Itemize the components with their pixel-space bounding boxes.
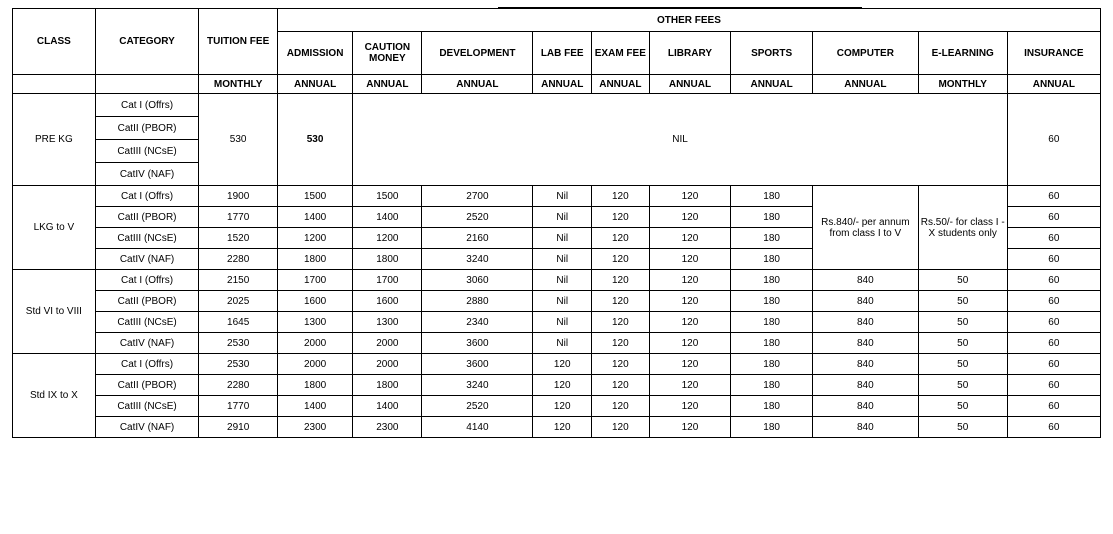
caution-cell: 1700 [353,270,422,291]
category-cell: CatII (PBOR) [95,291,199,312]
exam-cell: 120 [592,312,650,333]
insurance-cell: 60 [1007,417,1100,438]
caution-cell: 2000 [353,333,422,354]
library-cell: 120 [649,291,731,312]
table-row [13,375,1101,396]
caution-cell: 1300 [353,312,422,333]
exam-cell: 120 [592,228,650,249]
header-category: CATEGORY [95,9,199,75]
header-exam: EXAM FEE [592,32,650,75]
header-row-1 [13,9,1101,32]
library-cell: 120 [649,312,731,333]
table-row [13,417,1101,438]
sports-cell: 180 [731,375,813,396]
tuition-cell: 2530 [199,354,278,375]
exam-cell: 120 [592,270,650,291]
tuition-cell: 1770 [199,207,278,228]
sports-cell: 180 [731,249,813,270]
caution-cell: 1800 [353,375,422,396]
period-tuition: MONTHLY [199,75,278,94]
category-cell: CatIII (NCsE) [95,228,199,249]
caution-cell: 1800 [353,249,422,270]
elearning-cell: 50 [918,312,1007,333]
insurance-cell: 60 [1007,375,1100,396]
fee-table [12,8,1101,438]
tuition-cell: 2280 [199,249,278,270]
library-cell: 120 [649,417,731,438]
development-cell: 3060 [422,270,533,291]
category-cell: CatIV (NAF) [95,333,199,354]
tuition-cell: 1520 [199,228,278,249]
tuition-cell: 1770 [199,396,278,417]
lab-cell: Nil [533,291,592,312]
elearning-note-cell: Rs.50/- for class I -X students only [918,186,1007,270]
development-cell: 3600 [422,333,533,354]
elearning-cell: 50 [918,291,1007,312]
header-lab: LAB FEE [533,32,592,75]
sports-cell: 180 [731,417,813,438]
insurance-cell: 60 [1007,249,1100,270]
computer-note-cell: Rs.840/- per annum from class I to V [812,186,918,270]
development-cell: 2520 [422,207,533,228]
exam-cell: 120 [592,417,650,438]
sports-cell: 180 [731,396,813,417]
table-row [13,291,1101,312]
library-cell: 120 [649,333,731,354]
table-row [13,354,1101,375]
insurance-cell: 60 [1007,291,1100,312]
header-elearning: E-LEARNING [918,32,1007,75]
admission-cell: 1300 [277,312,352,333]
category-cell: CatII (PBOR) [95,375,199,396]
sports-cell: 180 [731,228,813,249]
insurance-cell: 60 [1007,270,1100,291]
table-row [13,396,1101,417]
admission-cell: 2000 [277,333,352,354]
header-caution: CAUTION MONEY [353,32,422,75]
period-class [13,75,96,94]
sports-cell: 180 [731,354,813,375]
header-admission: ADMISSION [277,32,352,75]
development-cell: 3240 [422,249,533,270]
header-library: LIBRARY [649,32,731,75]
insurance-cell: 60 [1007,228,1100,249]
exam-cell: 120 [592,249,650,270]
insurance-cell: 60 [1007,186,1100,207]
header-computer: COMPUTER [812,32,918,75]
period-lab: ANNUAL [533,75,592,94]
category-cell: Cat I (Offrs) [95,354,199,375]
period-caution: ANNUAL [353,75,422,94]
elearning-cell: 50 [918,396,1007,417]
admission-cell: 1800 [277,249,352,270]
library-cell: 120 [649,207,731,228]
period-row [13,75,1101,94]
lab-cell: Nil [533,186,592,207]
elearning-cell: 50 [918,270,1007,291]
period-development: ANNUAL [422,75,533,94]
class-cell: LKG to V [13,186,96,270]
admission-cell: 1500 [277,186,352,207]
sports-cell: 180 [731,333,813,354]
computer-cell: 840 [812,375,918,396]
lab-cell: Nil [533,333,592,354]
lab-cell: Nil [533,312,592,333]
lab-cell: Nil [533,249,592,270]
insurance-cell: 60 [1007,354,1100,375]
lab-cell: 120 [533,354,592,375]
class-cell: Std IX to X [13,354,96,438]
sports-cell: 180 [731,270,813,291]
table-row [13,94,1101,117]
computer-cell: 840 [812,333,918,354]
category-cell: Cat I (Offrs) [95,186,199,207]
development-cell: 2520 [422,396,533,417]
library-cell: 120 [649,270,731,291]
development-cell: 2880 [422,291,533,312]
header-sports: SPORTS [731,32,813,75]
elearning-cell: 50 [918,354,1007,375]
sports-cell: 180 [731,207,813,228]
insurance-cell: 60 [1007,396,1100,417]
exam-cell: 120 [592,396,650,417]
exam-cell: 120 [592,291,650,312]
lab-cell: 120 [533,417,592,438]
caution-cell: 1400 [353,207,422,228]
tuition-cell: 2280 [199,375,278,396]
period-sports: ANNUAL [731,75,813,94]
tuition-cell: 1900 [199,186,278,207]
admission-cell: 1600 [277,291,352,312]
elearning-cell: 50 [918,333,1007,354]
category-cell: CatII (PBOR) [95,117,199,140]
period-computer: ANNUAL [812,75,918,94]
computer-cell: 840 [812,417,918,438]
category-cell: CatIV (NAF) [95,249,199,270]
development-cell: 4140 [422,417,533,438]
development-cell: 2340 [422,312,533,333]
category-cell: CatIV (NAF) [95,417,199,438]
header-other-fees: OTHER FEES [277,9,1100,32]
caution-cell: 1500 [353,186,422,207]
period-elearning: MONTHLY [918,75,1007,94]
insurance-cell: 60 [1007,312,1100,333]
development-cell: 3600 [422,354,533,375]
exam-cell: 120 [592,333,650,354]
library-cell: 120 [649,228,731,249]
caution-cell: 1400 [353,396,422,417]
table-row [13,333,1101,354]
exam-cell: 120 [592,207,650,228]
sports-cell: 180 [731,186,813,207]
lab-cell: Nil [533,207,592,228]
category-cell: CatIII (NCsE) [95,396,199,417]
admission-cell: 2300 [277,417,352,438]
caution-cell: 2000 [353,354,422,375]
lab-cell: Nil [533,228,592,249]
category-cell: CatIII (NCsE) [95,140,199,163]
category-cell: CatII (PBOR) [95,207,199,228]
tuition-cell: 2150 [199,270,278,291]
admission-cell: 1400 [277,396,352,417]
period-admission: ANNUAL [277,75,352,94]
period-category [95,75,199,94]
sports-cell: 180 [731,312,813,333]
lab-cell: Nil [533,270,592,291]
insurance-cell: 60 [1007,94,1100,186]
tuition-cell: 530 [199,94,278,186]
header-development: DEVELOPMENT [422,32,533,75]
admission-cell: 2000 [277,354,352,375]
library-cell: 120 [649,354,731,375]
caution-cell: 1600 [353,291,422,312]
header-insurance: INSURANCE [1007,32,1100,75]
computer-cell: 840 [812,291,918,312]
admission-cell: 1800 [277,375,352,396]
sports-cell: 180 [731,291,813,312]
exam-cell: 120 [592,375,650,396]
tuition-cell: 2910 [199,417,278,438]
tuition-cell: 1645 [199,312,278,333]
exam-cell: 120 [592,186,650,207]
insurance-cell: 60 [1007,207,1100,228]
tuition-cell: 2530 [199,333,278,354]
table-row [13,186,1101,207]
exam-cell: 120 [592,354,650,375]
admission-cell: 1400 [277,207,352,228]
library-cell: 120 [649,396,731,417]
elearning-cell: 50 [918,375,1007,396]
caution-cell: 1200 [353,228,422,249]
computer-cell: 840 [812,312,918,333]
admission-cell: 1200 [277,228,352,249]
table-row [13,312,1101,333]
library-cell: 120 [649,375,731,396]
lab-cell: 120 [533,396,592,417]
period-insurance: ANNUAL [1007,75,1100,94]
insurance-cell: 60 [1007,333,1100,354]
library-cell: 120 [649,249,731,270]
development-cell: 2700 [422,186,533,207]
development-cell: 3240 [422,375,533,396]
tuition-cell: 2025 [199,291,278,312]
header-class: CLASS [13,9,96,75]
period-library: ANNUAL [649,75,731,94]
header-tuition: TUITION FEE [199,9,278,75]
category-cell: CatIII (NCsE) [95,312,199,333]
admission-cell: 1700 [277,270,352,291]
lab-cell: 120 [533,375,592,396]
admission-cell: 530 [277,94,352,186]
computer-cell: 840 [812,270,918,291]
category-cell: Cat I (Offrs) [95,94,199,117]
development-cell: 2160 [422,228,533,249]
library-cell: 120 [649,186,731,207]
category-cell: Cat I (Offrs) [95,270,199,291]
period-exam: ANNUAL [592,75,650,94]
class-cell: PRE KG [13,94,96,186]
class-cell: Std VI to VIII [13,270,96,354]
other-fees-nil-cell: NIL [353,94,1007,186]
computer-cell: 840 [812,396,918,417]
elearning-cell: 50 [918,417,1007,438]
caution-cell: 2300 [353,417,422,438]
computer-cell: 840 [812,354,918,375]
table-row [13,270,1101,291]
category-cell: CatIV (NAF) [95,163,199,186]
